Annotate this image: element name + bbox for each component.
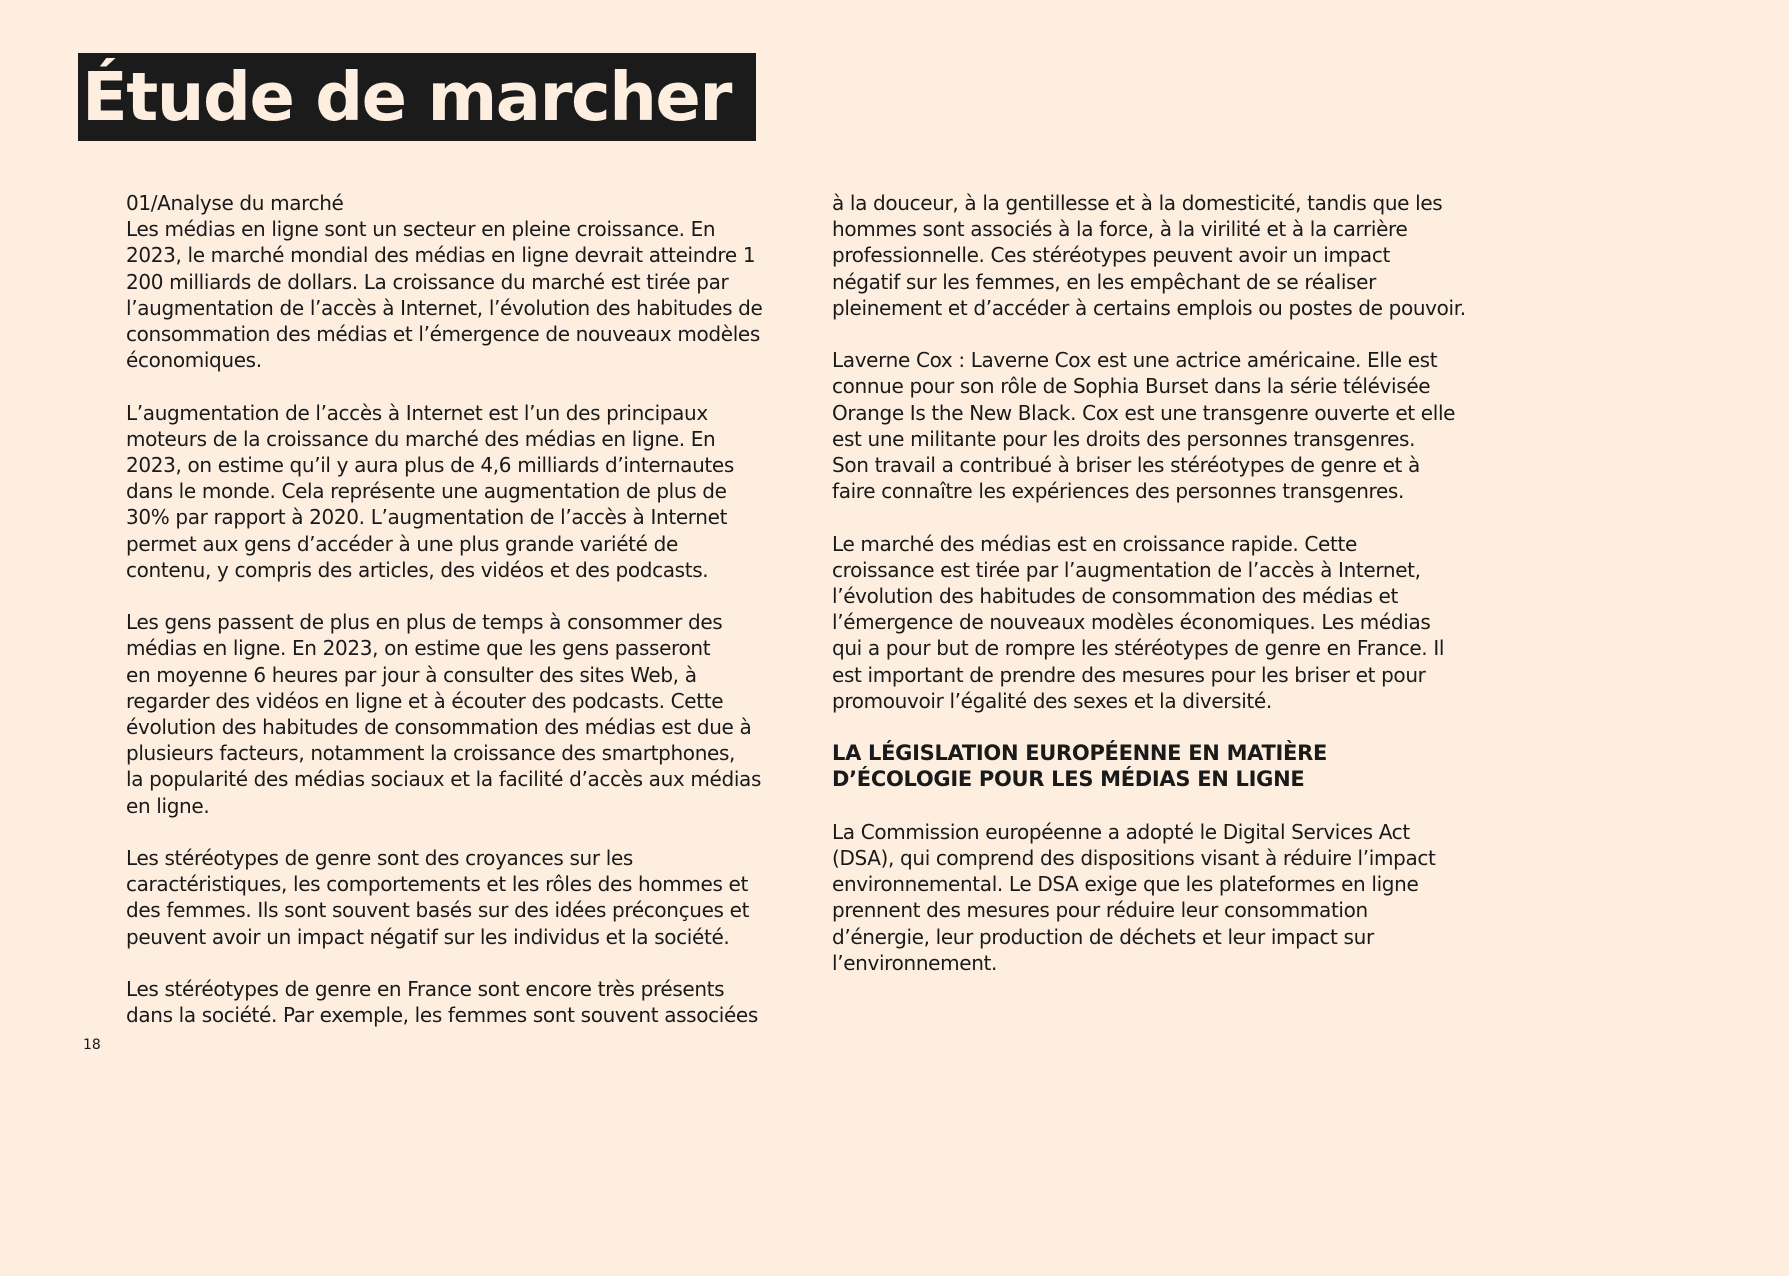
page-title: Étude de marcher bbox=[82, 58, 731, 136]
paragraph-media-consumption: Les gens passent de plus en plus de temps à consommer des médias en ligne. En 2023, on estime que les gens passeront en moyenne 6 heures par jour à consulter des sites Web, à regarder des vidéos en ligne et à écouter des podcasts. Cette évolution des habitudes de consommation des médias est due à plusieurs facteurs, notamment la croissance des smartphones, la popularité des médias sociaux et la facilité d’accès aux médias en ligne. bbox=[126, 610, 762, 818]
paragraph-dsa: La Commission européenne a adopté le Digital Services Act (DSA), qui comprend des dispositions visant à réduire l’impact environnemental. Le DSA exige que les plateformes en ligne prennent des mesures pour réduire leur consommation d’énergie, leur production de déchets et leur impact sur l’environnement. bbox=[832, 819, 1436, 975]
title-banner bbox=[78, 53, 756, 141]
section-heading-legislation: LA LÉGISLATION EUROPÉENNE EN MATIÈRE D’ÉCOLOGIE POUR LES MÉDIAS EN LIGNE bbox=[832, 741, 1327, 792]
section-label: 01/Analyse du marché bbox=[126, 191, 344, 215]
right-column bbox=[832, 190, 1532, 1002]
paragraph-gender-stereotypes: Les stéréotypes de genre sont des croyances sur les caractéristiques, les comportements et les rôles des hommes et des femmes. Ils sont souvent basés sur des idées préconçues et peuvent avoir un impact négatif sur les individus et la société. bbox=[126, 846, 750, 949]
paragraph-laverne-cox: Laverne Cox : Laverne Cox est une actrice américaine. Elle est connue pour son rôle de Sophia Burset dans la série télévisée Orange Is the New Black. Cox est une transgenre ouverte et elle est une militante pour les droits des personnes transgenres. Son travail a contribué à briser les stéréotypes de genre et à faire connaître les expériences des personnes transgenres. bbox=[832, 348, 1456, 504]
left-column bbox=[126, 190, 816, 1055]
paragraph-media-market: Le marché des médias est en croissance rapide. Cette croissance est tirée par l’augmentation de l’accès à Internet, l’évolution des habitudes de consommation des médias et l’émergence de nouveaux modèles économiques. Les médias qui a pour but de rompre les stéréotypes de genre en France. Il est important de prendre des mesures pour les briser et pour promouvoir l’égalité des sexes et la diversité. bbox=[832, 531, 1445, 713]
paragraph-internet-access: L’augmentation de l’accès à Internet est l’un des principaux moteurs de la croissance du marché des médias en ligne. En 2023, on estime qu’il y aura plus de 4,6 milliards d’internautes dans le monde. Cela représente une augmentation de plus de 30% par rapport à 2020. L’augmentation de l’accès à Internet permet aux gens d’accéder à une plus grande variété de contenu, y compris des articles, des vidéos et des podcasts. bbox=[126, 400, 734, 582]
paragraph-stereotypes-france: Les stéréotypes de genre en France sont encore très présents dans la société. Par exemple, les femmes sont souvent associées bbox=[126, 977, 758, 1028]
page-number: 18 bbox=[83, 1037, 101, 1053]
paragraph-stereotypes-continued: à la douceur, à la gentillesse et à la domesticité, tandis que les hommes sont associés à la force, à la virilité et à la carrière professionnelle. Ces stéréotypes peuvent avoir un impact négatif sur les femmes, en les empêchant de se réaliser pleinement et d’accéder à certains emplois ou postes de pouvoir. bbox=[832, 191, 1466, 320]
paragraph-market-growth: Les médias en ligne sont un secteur en pleine croissance. En 2023, le marché mondial des médias en ligne devrait atteindre 1 200 milliards de dollars. La croissance du marché est tirée par l’augmentation de l’accès à Internet, l’évolution des habitudes de consommation des médias et l’émergence de nouveaux modèles économiques. bbox=[126, 217, 763, 373]
